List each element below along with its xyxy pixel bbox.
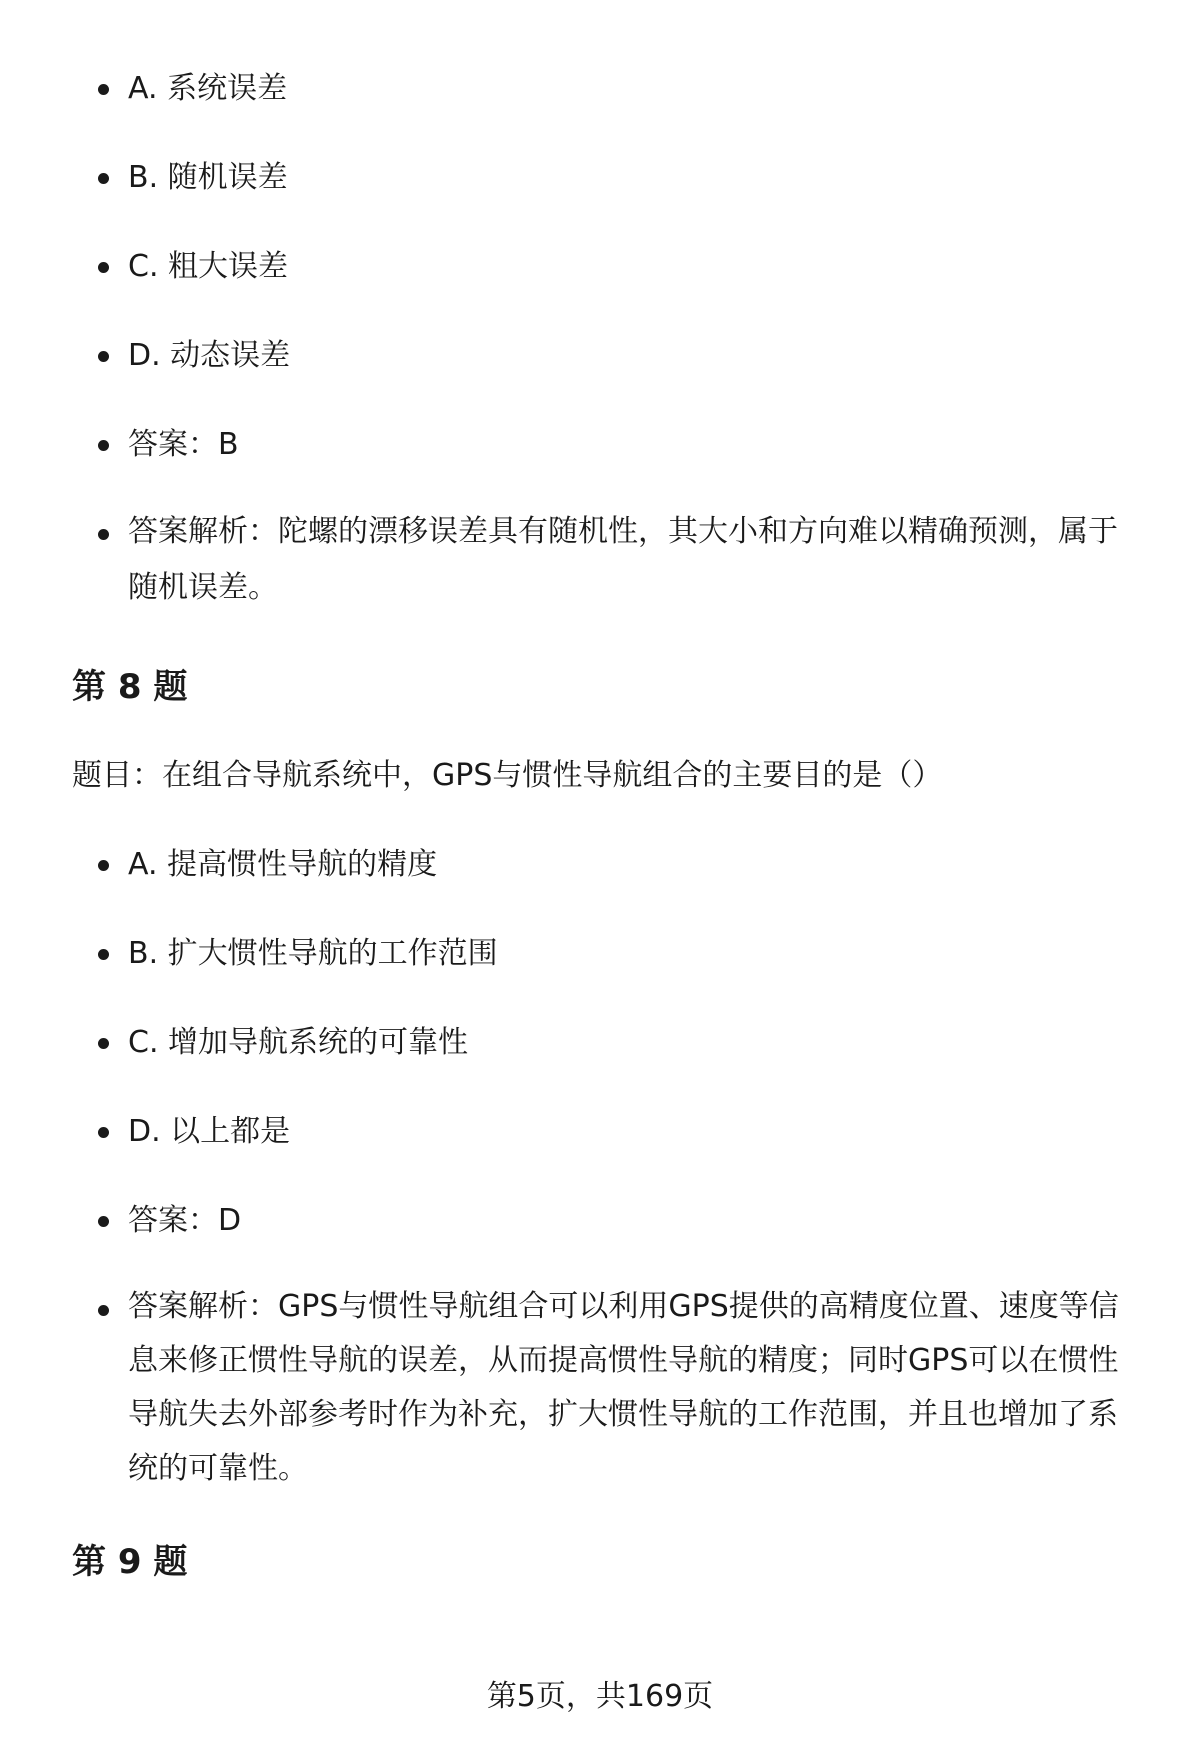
option-b: B. 随机误差 bbox=[72, 148, 1142, 208]
question-heading-8: 第 8 题 bbox=[72, 667, 188, 707]
answer-explanation: 答案解析：GPS与惯性导航组合可以利用GPS提供的高精度位置、速度等信息来修正惯性导航的误差，从而提高惯性导航的精度；同时GPS可以在惯性导航失去外部参考时作为补充，扩大惯性导航的工作范围，并且也增加了系统的可靠性。 bbox=[72, 1280, 1142, 1496]
answer: 答案：D bbox=[72, 1191, 1142, 1251]
document-page bbox=[72, 0, 1142, 1592]
option-d: D. 动态误差 bbox=[72, 326, 1142, 386]
answer-explanation: 答案解析：陀螺的漂移误差具有随机性，其大小和方向难以精确预测，属于随机误差。 bbox=[72, 504, 1142, 616]
question-text-8: 题目：在组合导航系统中，GPS与惯性导航组合的主要目的是（） bbox=[72, 758, 943, 793]
option-d: D. 以上都是 bbox=[72, 1102, 1142, 1162]
options-list bbox=[72, 835, 1142, 1496]
question-heading-9: 第 9 题 bbox=[72, 1542, 188, 1582]
answer: 答案：B bbox=[72, 415, 1142, 475]
option-c: C. 粗大误差 bbox=[72, 237, 1142, 297]
option-c: C. 增加导航系统的可靠性 bbox=[72, 1013, 1142, 1073]
option-b: B. 扩大惯性导航的工作范围 bbox=[72, 924, 1142, 984]
option-a: A. 系统误差 bbox=[72, 59, 1142, 119]
page-number: 第5页，共169页 bbox=[486, 1679, 714, 1714]
option-a: A. 提高惯性导航的精度 bbox=[72, 835, 1142, 895]
options-list bbox=[72, 59, 1142, 616]
